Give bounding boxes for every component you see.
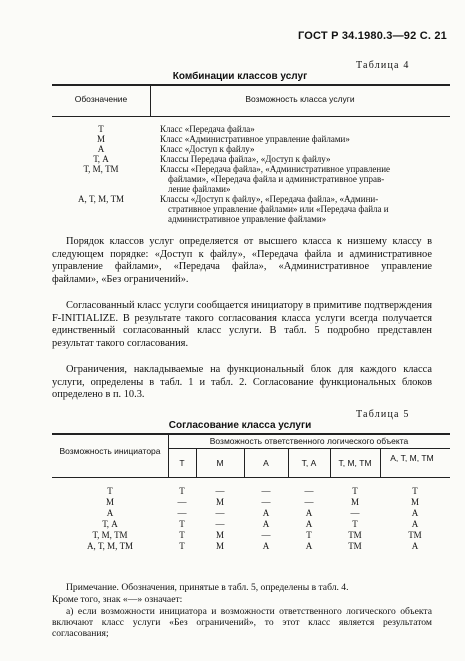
table5-cell: М <box>350 497 359 507</box>
table4-description: Классы Передача файла», «Доступ к файлу» <box>160 154 331 164</box>
table4-col-capability: Возможность класса услуги <box>245 94 355 104</box>
table4-description: Класс «Передача файла» <box>160 124 255 134</box>
table5-cell: — <box>215 486 225 496</box>
table4-label: Таблица 4 <box>356 60 410 71</box>
table4-col-designation: Обозначение <box>74 94 128 104</box>
table5-subcol: А, Т, М, ТМ <box>390 453 434 463</box>
table5-cell: — <box>304 486 314 496</box>
table5-cell: — <box>304 497 314 507</box>
table4-designation: Т, А <box>93 154 109 164</box>
table5-col-responder: Возможность ответственного логического объекта <box>209 436 409 446</box>
table5-initiator-cell: Т, М, ТМ <box>92 530 128 540</box>
table5-cell: ТМ <box>348 541 362 551</box>
table5-cell: М <box>215 497 224 507</box>
table5-cell: — <box>261 530 271 540</box>
table5-cell: Т <box>179 541 185 551</box>
table5-subcol: М <box>216 458 224 468</box>
table5-cell: А <box>262 541 270 551</box>
table4-description: стративное управление файлами» или «Передача файла и <box>168 204 389 214</box>
table5-cell: — <box>177 497 187 507</box>
table4-designation: А <box>97 144 105 154</box>
table5-subcol-divider <box>380 448 381 477</box>
table5-cell: Т <box>179 530 185 540</box>
table4-description: административное управление файлами» <box>168 214 327 224</box>
paragraph: Согласованный класс услуги сообщается инициатору в примитиве подтверждения F-INITIALIZE. В результате такого согласования класса услуги всегда получается единственный согласованный класс услуги. В табл. 5 подробно представлен результат такого согласования. <box>52 300 432 349</box>
table5-cell: М <box>215 530 224 540</box>
table5-cell: А <box>411 541 419 551</box>
note-line: Примечание. Обозначения, принятые в табл. 5, определены в табл. 4. <box>66 582 349 593</box>
table5-cell: Т <box>179 519 185 529</box>
paragraph: Порядок классов услуг определяется от высшего класса к низшему классу в следующем порядке: «Доступ к файлу», «Передача файла и административное управление файлами», «Передача файла», «Административное управление файлами», «Без ограничений». <box>52 236 432 285</box>
table5-cell: — <box>350 508 360 518</box>
table5-cell: — <box>261 486 271 496</box>
table5-cell: Т <box>352 486 358 496</box>
table5-cell: — <box>215 519 225 529</box>
table5-subcol: Т, А <box>301 458 317 468</box>
table5-title: Согласование класса услуги <box>168 420 312 431</box>
table5-subcol: Т <box>179 458 185 468</box>
table5-subhead-rule <box>168 448 450 449</box>
table4-description: файлами», «Передача файла и административное управ- <box>168 174 385 184</box>
table4-description: ление файлами» <box>168 184 231 194</box>
table5-subcol: А <box>263 458 269 468</box>
table5-cell: — <box>261 497 271 507</box>
table4-top-rule <box>52 84 450 86</box>
table4-description: Классы «Доступ к файлу», «Передача файла», «Админи- <box>160 194 379 204</box>
note-line: а) если возможности инициатора и возможности ответственного логического объекта включают класс услуги «Без ограничений», то этот класс является результатом согласования; <box>52 606 432 639</box>
table5-initiator-cell: Т <box>107 486 113 496</box>
table4-designation: Т <box>98 124 104 134</box>
table5-cell: — <box>215 508 225 518</box>
table5-cell: А <box>305 508 313 518</box>
table5-cell: А <box>411 508 419 518</box>
table5-cell: А <box>305 541 313 551</box>
table5-cell: ТМ <box>348 530 362 540</box>
table5-initiator-cell: А, Т, М, ТМ <box>87 541 133 551</box>
table5-cell: — <box>177 508 187 518</box>
table5-subcol: Т, М, ТМ <box>338 458 372 468</box>
table5-initiator-cell: А <box>106 508 114 518</box>
table4-description: Классы «Передача файла», «Административное управление <box>160 164 391 174</box>
table5-cell: А <box>262 508 270 518</box>
table5-cell: А <box>411 519 419 529</box>
table4-description: Класс «Доступ к файлу» <box>160 144 255 154</box>
table5-initiator-cell: Т, А <box>102 519 118 529</box>
table4-designation: Т, М, ТМ <box>83 164 119 174</box>
table5-cell: А <box>305 519 313 529</box>
table5-col-initiator: Возможность инициатора <box>59 446 161 456</box>
table5-label: Таблица 5 <box>356 409 410 420</box>
table5-cell: Т <box>306 530 312 540</box>
table5-head-rule <box>52 477 450 478</box>
table5-cell: А <box>262 519 270 529</box>
page-header: ГОСТ Р 34.1980.3—92 С. 21 <box>297 30 447 42</box>
table4-designation: А, Т, М, ТМ <box>78 194 124 204</box>
table5-cell: ТМ <box>408 530 422 540</box>
table5-cell: Т <box>412 486 418 496</box>
table4-head-rule <box>52 116 450 117</box>
table5-cell: М <box>410 497 419 507</box>
paragraph: Ограничения, накладываемые на функциональный блок для каждого класса услуги, определены в табл. 1 и табл. 2. Согласование функциональных блоков определено в п. 10.3. <box>52 364 432 401</box>
table4-description: Класс «Административное управление файлами» <box>160 134 350 144</box>
table4-designation: М <box>96 134 105 144</box>
note-line: Кроме того, знак «—» означает: <box>52 594 183 605</box>
table4-title: Комбинации классов услуг <box>172 71 308 82</box>
table5-cell: Т <box>352 519 358 529</box>
table5-top-rule <box>52 433 450 435</box>
table5-cell: Т <box>179 486 185 496</box>
table5-cell: М <box>215 541 224 551</box>
table5-initiator-cell: М <box>105 497 114 507</box>
